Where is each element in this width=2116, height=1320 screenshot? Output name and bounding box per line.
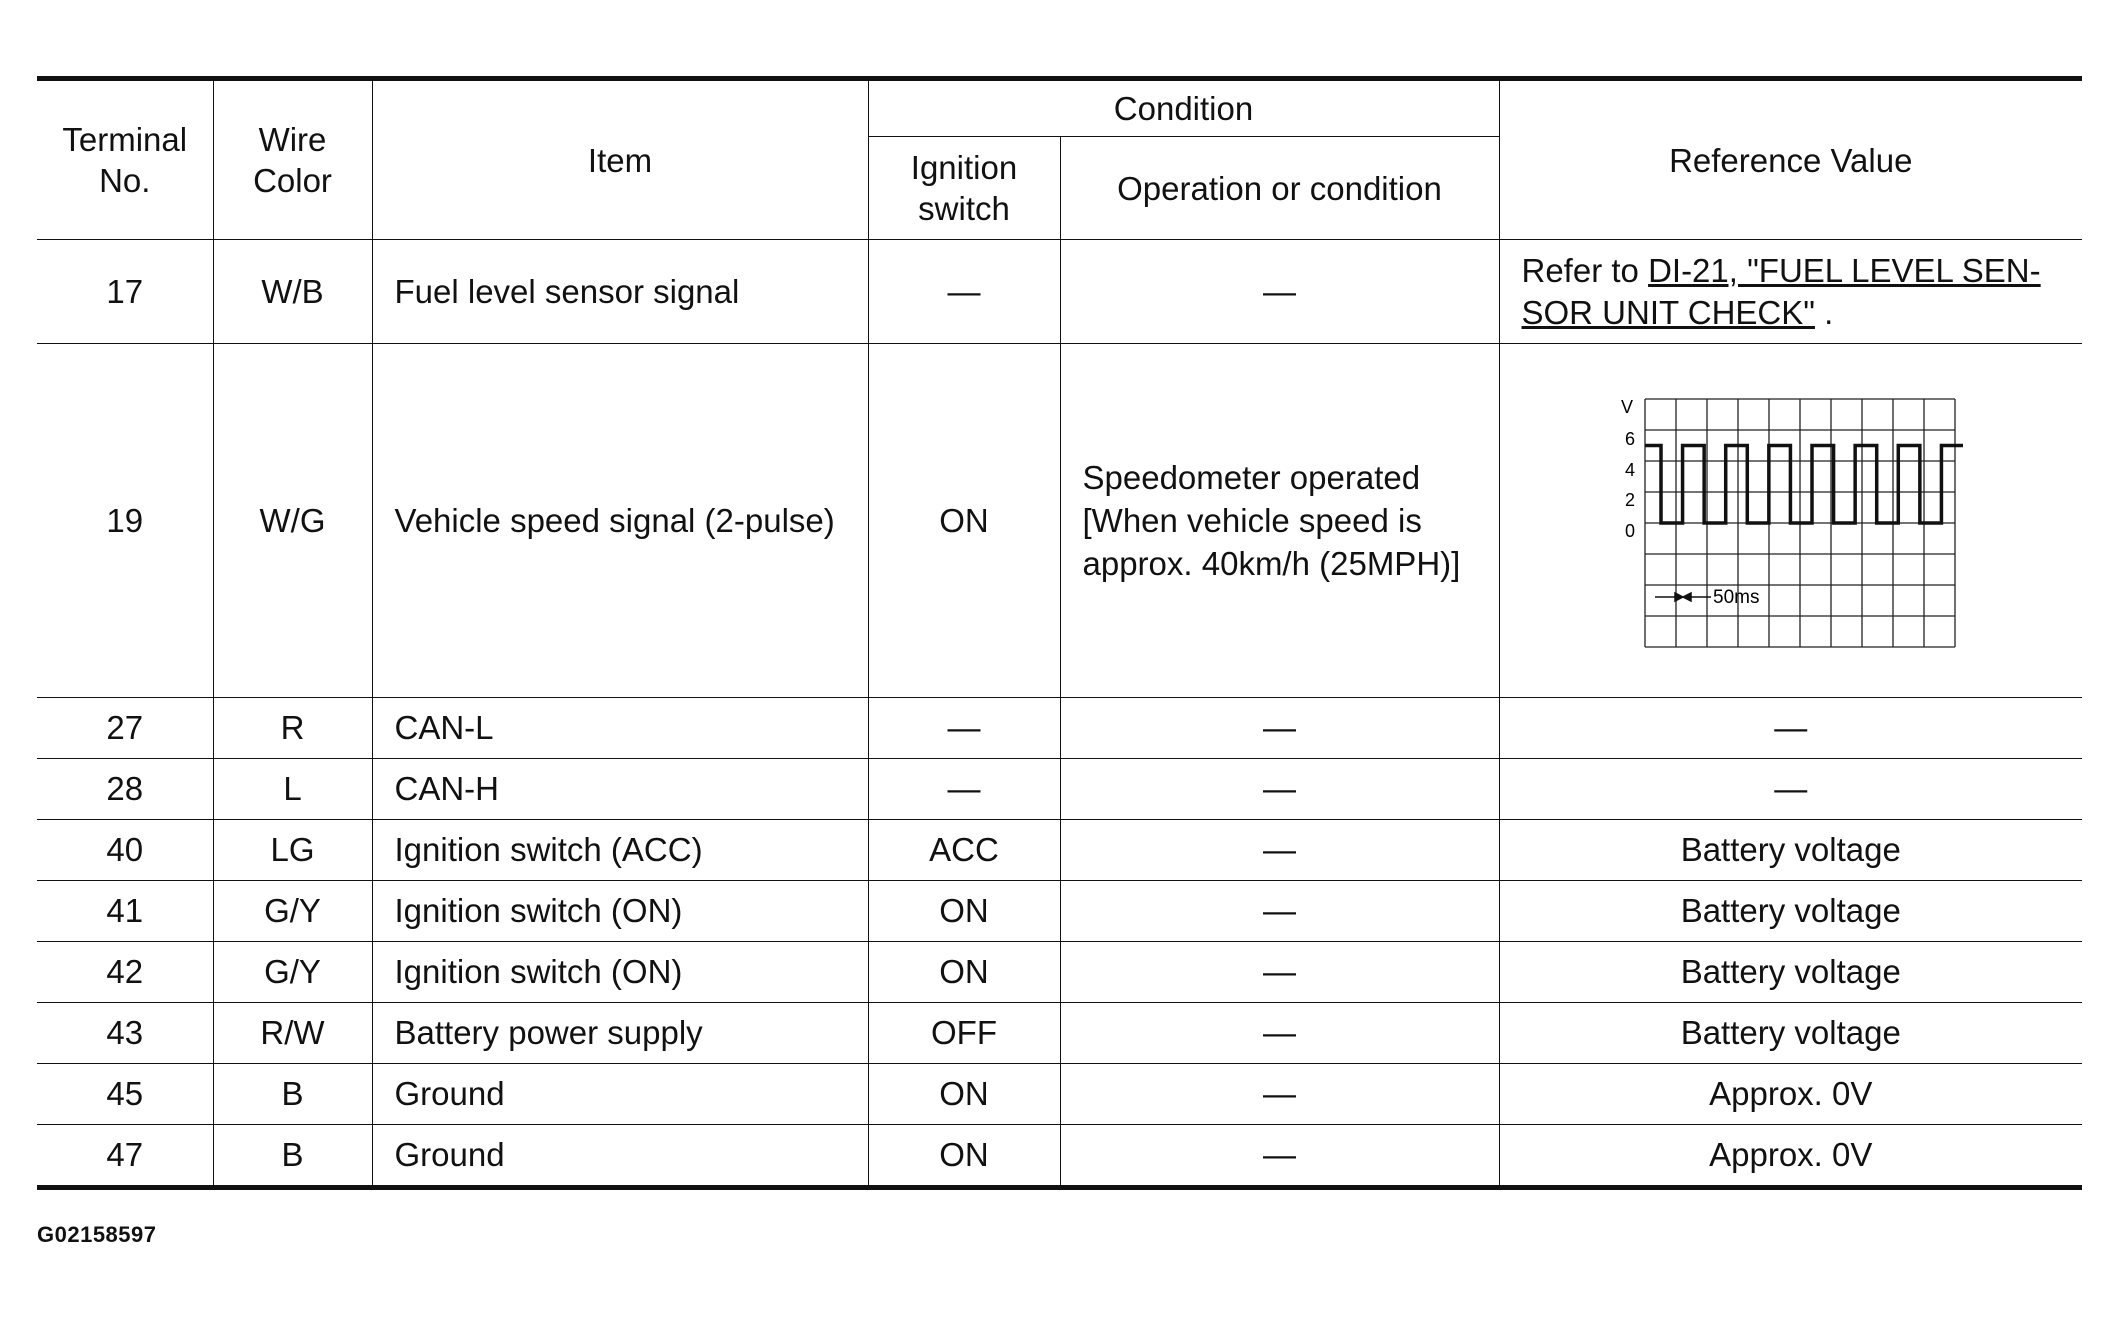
cell-wire-color: B [213, 1064, 372, 1125]
cell-operation: — [1060, 1064, 1499, 1125]
cell-wire-color: R [213, 698, 372, 759]
waveform-y-tick: 0 [1624, 520, 1635, 541]
cell-wire-color: R/W [213, 1003, 372, 1064]
cell-ignition: OFF [868, 1003, 1060, 1064]
table-row [37, 240, 2082, 344]
table-row [37, 820, 2082, 881]
cell-wire-color: LG [213, 820, 372, 881]
cell-terminal: 17 [37, 240, 213, 344]
cell-item: Battery power supply [372, 1003, 868, 1064]
time-scale-arrows [1655, 593, 1711, 601]
header-terminal-no: Terminal No. [37, 79, 213, 240]
cell-item: Ground [372, 1064, 868, 1125]
cell-terminal: 45 [37, 1064, 213, 1125]
cell-reference: Approx. 0V [1499, 1064, 2082, 1125]
cell-wire-color: G/Y [213, 881, 372, 942]
cell-ignition: ON [868, 1064, 1060, 1125]
cell-operation: — [1060, 1125, 1499, 1188]
figure-id: G02158597 [37, 1222, 157, 1247]
waveform-y-tick: 2 [1624, 489, 1635, 510]
cell-operation: — [1060, 759, 1499, 820]
header-reference-value: Reference Value [1499, 79, 2082, 240]
table-row [37, 344, 2082, 698]
cell-terminal: 47 [37, 1125, 213, 1188]
cell-terminal: 40 [37, 820, 213, 881]
cell-wire-color: W/B [213, 240, 372, 344]
table-row [37, 881, 2082, 942]
cell-ignition: ON [868, 1125, 1060, 1188]
cell-ignition: ON [868, 942, 1060, 1003]
cell-reference: Battery voltage [1499, 1003, 2082, 1064]
cell-reference: Approx. 0V [1499, 1125, 2082, 1188]
cell-operation: — [1060, 881, 1499, 942]
cell-operation: — [1060, 820, 1499, 881]
cell-operation: — [1060, 698, 1499, 759]
cell-ignition: ON [868, 344, 1060, 698]
cell-item: Ignition switch (ON) [372, 942, 868, 1003]
cell-ignition: — [868, 240, 1060, 344]
cell-reference: — [1499, 759, 2082, 820]
cell-operation: Speedometer operated [When vehicle speed is approx. 40km/h (25MPH)] [1060, 344, 1499, 698]
cell-wire-color: B [213, 1125, 372, 1188]
table-row [37, 942, 2082, 1003]
cell-terminal: 42 [37, 942, 213, 1003]
cell-ignition: ON [868, 881, 1060, 942]
cell-reference [1499, 344, 2082, 698]
cell-reference: Battery voltage [1499, 942, 2082, 1003]
header-wire-color: Wire Color [213, 79, 372, 240]
pulse-waveform-figure [1611, 391, 1971, 651]
cell-ignition: — [868, 698, 1060, 759]
table-row [37, 759, 2082, 820]
cell-terminal: 41 [37, 881, 213, 942]
cell-reference [1499, 240, 2082, 344]
waveform-y-tick: 6 [1624, 428, 1635, 449]
cell-reference: — [1499, 698, 2082, 759]
waveform-y-tick: 4 [1624, 459, 1635, 480]
table-row [37, 1003, 2082, 1064]
cell-operation: — [1060, 1003, 1499, 1064]
waveform-unit-label: V [1620, 396, 1633, 417]
cell-wire-color: W/G [213, 344, 372, 698]
cell-operation: — [1060, 240, 1499, 344]
cell-item: Vehicle speed signal (2-pulse) [372, 344, 868, 698]
reference-prefix: Refer to [1521, 251, 1649, 289]
header-operation-or-condition: Operation or condition [1060, 137, 1499, 240]
cell-terminal: 43 [37, 1003, 213, 1064]
cell-item: CAN-H [372, 759, 868, 820]
cell-reference: Battery voltage [1499, 881, 2082, 942]
table-row [37, 698, 2082, 759]
cell-item: Ground [372, 1125, 868, 1188]
cell-wire-color: L [213, 759, 372, 820]
cell-reference: Battery voltage [1499, 820, 2082, 881]
cell-terminal: 28 [37, 759, 213, 820]
header-item: Item [372, 79, 868, 240]
table-row [37, 1125, 2082, 1188]
table-row [37, 1064, 2082, 1125]
cell-terminal: 27 [37, 698, 213, 759]
waveform-time-label: 50ms [1712, 586, 1760, 608]
reference-suffix: . [1814, 293, 1834, 331]
cell-operation: — [1060, 942, 1499, 1003]
cell-item: Ignition switch (ON) [372, 881, 868, 942]
waveform-trace [1645, 445, 1963, 523]
cell-wire-color: G/Y [213, 942, 372, 1003]
terminal-reference-table [37, 76, 2082, 1190]
cell-terminal: 19 [37, 344, 213, 698]
cell-item: CAN-L [372, 698, 868, 759]
cell-item: Fuel level sensor signal [372, 240, 868, 344]
reference-link[interactable]: DI-21, "FUEL LEVEL SEN-SOR UNIT CHECK" [1521, 251, 2041, 331]
header-condition: Condition [868, 79, 1499, 137]
cell-ignition: ACC [868, 820, 1060, 881]
cell-item: Ignition switch (ACC) [372, 820, 868, 881]
cell-ignition: — [868, 759, 1060, 820]
header-ignition-switch: Ignition switch [868, 137, 1060, 240]
